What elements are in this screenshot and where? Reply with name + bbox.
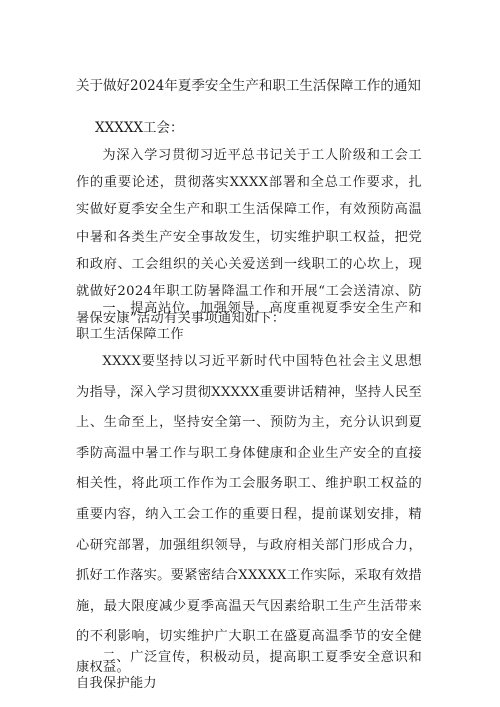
section-heading-1: 一、提高站位，加强领导，高度重视夏季安全生产和职工生活保障工作 <box>76 301 422 342</box>
section-heading-2: 二、广泛宣传，积极动员，提高职工夏季安全意识和自我保护能力 <box>76 650 422 691</box>
intro-paragraph: 为深入学习贯彻习近平总书记关于工人阶级和工会工作的重要论述，贯彻落实XXXX部署和全总工作要求，扎实做好夏季安全生产和职工生活保障工作，有效预防高温中暑和各类生产安全事故发生，切实维护职工权益，把党和政府、工会组织的关心关爱送到一线职工的心坎上，现就做好2024年职工防暑降温工作和开展“工会送清凉、防暑保安康”活动有关事项通知如下： <box>76 148 422 327</box>
salutation: XXXXX工会： <box>95 120 184 136</box>
document-title: 关于做好2024年夏季安全生产和职工生活保障工作的通知 <box>76 78 421 94</box>
section-1-paragraph: XXXX要坚持以习近平新时代中国特色社会主义思想为指导，深入学习贯彻XXXXX重要讲话精神，坚持人民至上、生命至上，坚持安全第一、预防为主，充分认识到夏季防高温中暑工作与职工身体健康和企业生产安全的直接相关性，将此项工作作为工会服务职工、维护职工权益的重要内容，纳入工会工作的重要日程，提前谋划安排，精心研究部署，加强组织领导，与政府相关部门形成合力，抓好工作落实。要紧密结合XXXXX工作实际，采取有效措施，最大限度减少夏季高温天气因素给职工生产生活带来的不利影响，切实维护广大职工在盛夏高温季节的安全健康权益。 <box>76 354 422 675</box>
